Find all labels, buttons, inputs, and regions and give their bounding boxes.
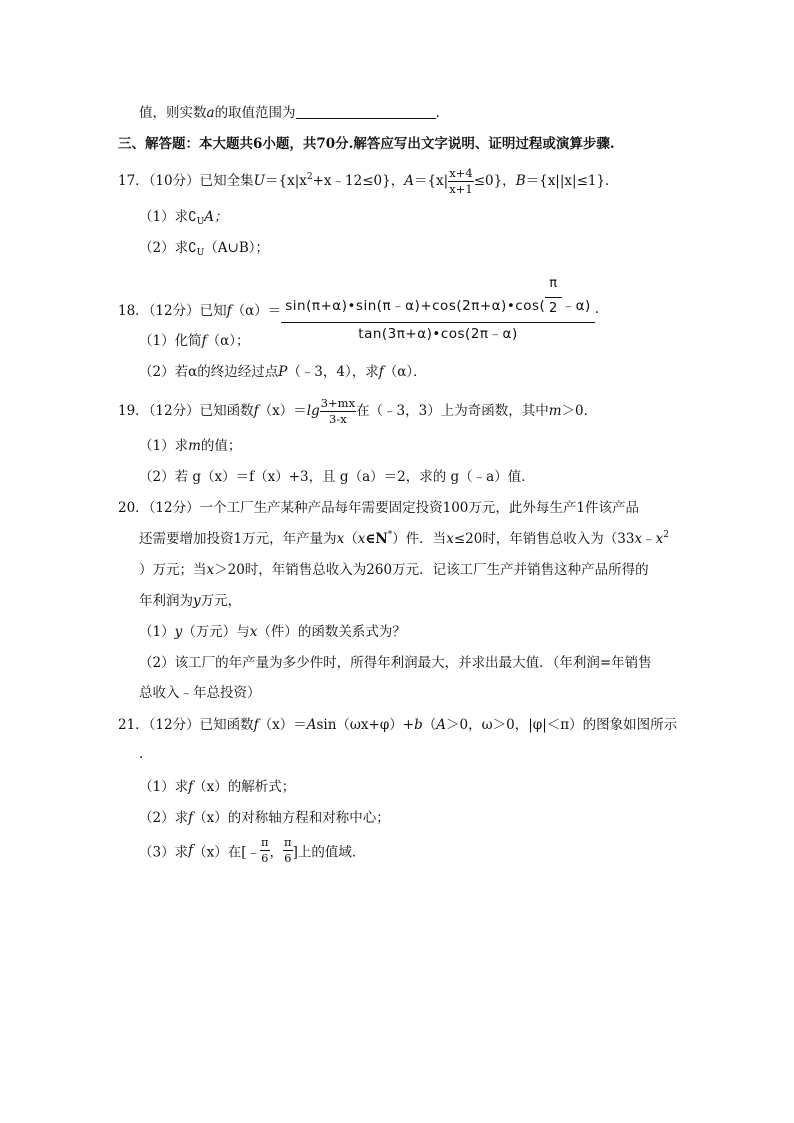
q20-text: （件）的函数关系式为？ [257,624,406,640]
subscript: U [196,217,205,227]
function-f: f [253,403,259,419]
q17-text: （1）求∁ [139,209,197,225]
q17-text: ＝{x|x [265,173,307,189]
q19-text: 的值； [200,438,242,454]
big-fraction-denominator: tan(3π+α)•cos(2π﹣α) [358,326,518,342]
q17-stem [118,166,619,197]
q20-text: ∈N [365,531,388,547]
q20-text: ）件．当 [392,531,447,547]
var-x: x [336,531,345,547]
q19-part1 [139,436,241,456]
q20-part2-line2: 总收入﹣年总投资） [139,685,261,701]
q20-text: （1） [139,624,175,640]
q17-text: ＝{x||x|≤1}． [525,173,619,189]
fraction-numerator: π [284,835,292,849]
q17-part2 [139,238,269,258]
fraction-numerator: π [545,273,561,298]
q21-part2 [139,808,390,828]
q16-tail-line [139,103,440,123]
set-B: B [515,173,526,189]
question-number: 17． [118,173,149,189]
q17-text: （A∪B）； [204,240,270,256]
q21-text: （2）求 [139,810,189,826]
q18-text: . [594,301,600,317]
q18-text: sin(π+α)•sin(π﹣α)+cos(2π+α)•cos( [285,298,546,314]
big-fraction [281,273,595,345]
q16-text: . [435,105,440,121]
q17-text: ＝{x| [413,173,449,189]
question-score: （12分） [148,403,200,419]
q21-text: 21．（12分）已知函数 [118,717,254,733]
q18-part2 [139,362,427,382]
var-x: x [206,562,215,578]
q20-line4 [139,591,241,611]
var-A: A [436,717,447,733]
q18-text: （1）化简 [139,333,202,349]
fraction-denominator: 2 [549,301,558,316]
q16-text: 值，则实数 [139,105,207,121]
q20-text: ﹣ [642,531,656,547]
q21-text: （ [422,717,437,733]
answer-blank [296,104,436,119]
q21-part1 [139,777,295,797]
q19-text: （x）＝ [258,403,307,419]
q18-text: 已知 [199,303,227,319]
question-score: （10分） [148,173,200,189]
q20-text: （ [344,531,358,547]
q19-text: （1）求 [139,438,189,454]
fraction-denominator: 6 [284,851,292,865]
q21-text: （x）的对称轴方程和对称中心； [193,810,390,826]
q20-part1 [139,622,406,642]
q19-text: ＞0． [561,403,598,419]
q21-text: （x）在[﹣ [193,844,260,861]
q18-part1 [139,331,249,351]
subscript: U [196,248,205,258]
function-f: f [188,810,194,826]
q20-text: 还需要增加投资1万元，年产量为 [139,531,337,547]
q17-text: 已知全集 [199,173,254,189]
set-A: A [404,173,414,189]
var-x: x [357,531,366,547]
exponent: 2 [306,172,313,182]
var-b: b [414,717,423,733]
q20-text: ）万元；当 [139,562,207,578]
q19-text: 已知函数 [199,403,254,419]
var-A: A [306,717,317,733]
var-x: x [446,531,454,547]
q20-text: ＞20时，年销售总收入为260万元．记该工厂生产并销售这种产品所得的 [214,562,649,578]
q21-line2: . [139,746,144,762]
function-f: f [378,364,384,380]
q20-line2 [139,529,669,549]
function-f: f [226,303,232,319]
q17-text: ≤0}， [473,173,516,189]
exponent: 2 [663,530,669,540]
q20-text: 万元， [200,593,242,609]
var-x: x [634,531,643,547]
fraction [283,835,293,866]
var-x: x [655,531,664,547]
q19-text: 在（﹣3，3）上为奇函数，其中 [356,403,549,419]
question-number: 18． [118,303,149,319]
q20-line1: 20．（12分）一个工厂生产某种产品每年需要固定投资100万元，此外每生产1件该产品 [118,500,639,516]
q17-text: +x﹣12≤0}， [312,173,405,189]
var-m: m [188,438,201,454]
q17-part1 [139,207,228,227]
fraction-denominator: x+1 [449,182,473,196]
q20-text: ≤20时，年销售总收入为（33 [453,531,635,547]
q17-text: （2）求∁ [139,240,197,256]
q21-part3 [139,835,365,866]
superscript: * [387,530,393,540]
fraction-numerator: 3+mx [320,396,356,410]
log-lg: lg [306,403,320,419]
question-score: （12分） [148,303,200,319]
function-f: f [253,717,259,733]
function-f: f [188,779,194,795]
section-heading: 三、解答题：本大题共6小题，共70分.解答应写出文字说明、证明过程或演算步骤. [118,136,615,152]
q16-text: 的取值范围为 [214,105,296,121]
function-f: f [188,842,194,859]
question-number: 19． [118,403,149,419]
fraction-numerator: x+4 [449,166,473,180]
var-m: m [548,403,562,419]
q18-text: （α）； [206,333,250,349]
q19-stem [118,396,597,427]
big-fraction-numerator [281,273,595,323]
q21-text: （3）求 [139,844,189,861]
q20-line3 [139,560,649,580]
fraction [320,396,356,427]
function-f: f [201,333,207,349]
fraction [448,166,473,197]
q21-text: （1）求 [139,779,189,795]
q21-text: ]上的值域． [292,844,366,861]
pi-over-2 [545,273,561,320]
fraction-denominator: 6 [261,851,269,865]
q18-text: （2）若α的终边经过点 [139,364,279,380]
q21-text: （x）的解析式； [193,779,296,795]
fraction-numerator: π [260,835,269,849]
q18-text: ﹣α) [561,298,591,314]
q20-text: （万元）与 [182,624,250,640]
q19-part2: （2）若 g（x）＝f（x）+3，且 g（a）＝2，求的 g（﹣a）值． [139,469,535,485]
q20-part2-line1: （2）该工厂的年产量为多少件时，所得年利润最大，并求出最大值．（年利润=年销售 [139,655,652,671]
point-P: P [278,364,288,380]
var-x: x [249,624,258,640]
var-y: y [193,593,201,609]
q18-text: （α）． [383,364,427,380]
q20-text: 年利润为 [139,593,193,609]
q17-text: A； [204,209,228,225]
fraction-denominator: 3-x [329,412,347,426]
var-y: y [174,624,183,640]
q21-text: ， [269,844,284,861]
set-U: U [253,173,266,189]
fraction [260,835,270,866]
q21-line1 [118,715,677,735]
q21-text: sin（ωx+φ）+ [316,717,415,733]
q16-var: a [206,105,215,121]
q18-text: （﹣3，4），求 [287,364,379,380]
q21-text: ＞0，ω＞0，|φ|＜π）的图象如图所示 [446,717,678,733]
q21-text: （x）＝ [258,717,307,733]
q18-text: （α）＝ [231,303,282,319]
